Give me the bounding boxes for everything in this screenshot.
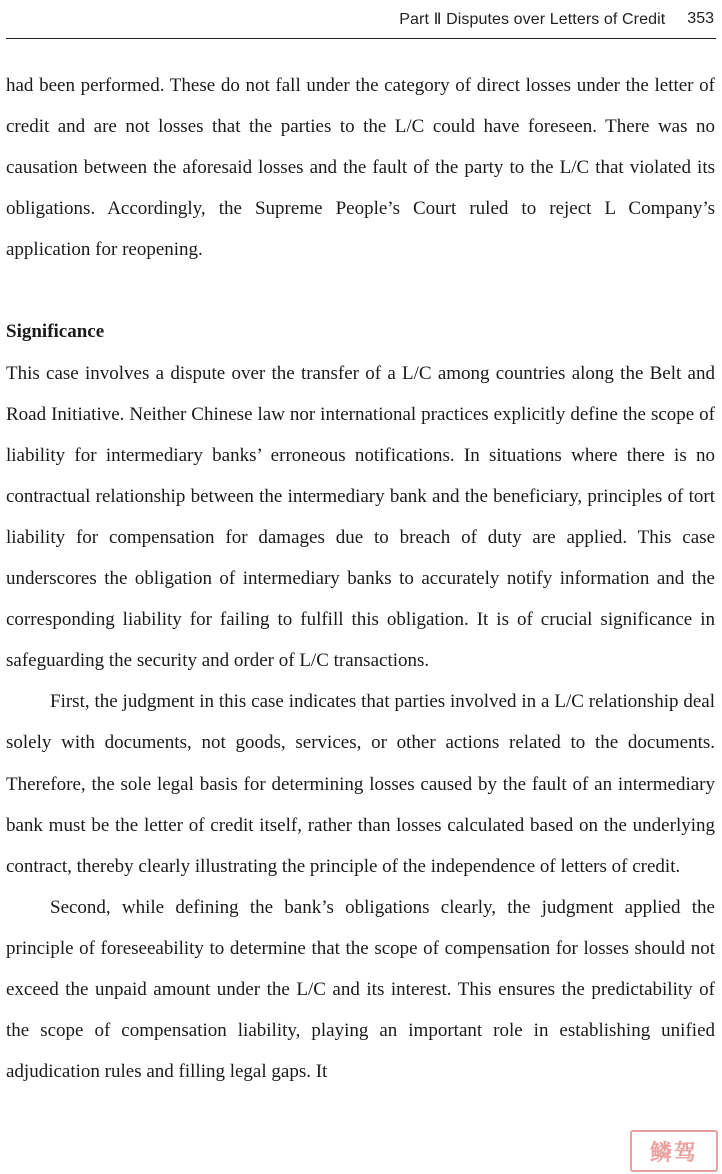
- page-body: [6, 65, 715, 1092]
- header-title: Part Ⅱ Disputes over Letters of Credit: [399, 11, 666, 28]
- section-heading: Significance: [6, 321, 105, 343]
- paragraph-first: First, the judgment in this case indicates that parties involved in a L/C relationship deal solely with documents, not goods, services, or other actions related to the documents. Therefore, the sole legal basis for determining losses caused by the fault of an intermediary bank must be the letter of credit itself, rather than losses calculated based on the underlying contract, thereby clearly illustrating the principle of the independence of letters of credit.: [6, 691, 715, 877]
- paragraph-second: Second, while defining the bank’s obligations clearly, the judgment applied the principle of foreseeability to determine that the scope of compensation for losses should not exceed the unpaid amount under the L/C and its interest. This ensures the predictability of the scope of compensation liability, playing an important role in establishing unified adjudication rules and filling legal gaps. It: [6, 896, 715, 1083]
- paragraph-continuation: had been performed. These do not fall under the category of direct losses under the letter of credit and are not losses that the parties to the L/C could have foreseen. There was no causation between the aforesaid losses and the fault of the party to the L/C that violated its obligations. Accordingly, the Supreme People’s Court ruled to reject L Company’s application for reopening.: [6, 75, 715, 261]
- watermark-stamp: [630, 1130, 718, 1172]
- section-spacer: [6, 270, 715, 311]
- running-header: [6, 0, 716, 39]
- paragraph-significance: This case involves a dispute over the transfer of a L/C among countries along the Belt and Road Initiative. Neither Chinese law nor international practices explicitly define the scope of liability for intermediary banks’ erroneous notifications. In situations where there is no contractual relationship between the intermediary bank and the beneficiary, principles of tort liability for compensation for damages due to breach of duty are applied. This case underscores the obligation of intermediary banks to accurately notify information and the corresponding liability for failing to fulfill this obligation. It is of crucial significance in safeguarding the security and order of L/C transactions.: [6, 362, 715, 672]
- page-number: 353: [687, 10, 714, 27]
- watermark-text: 鳞驾: [649, 1140, 698, 1166]
